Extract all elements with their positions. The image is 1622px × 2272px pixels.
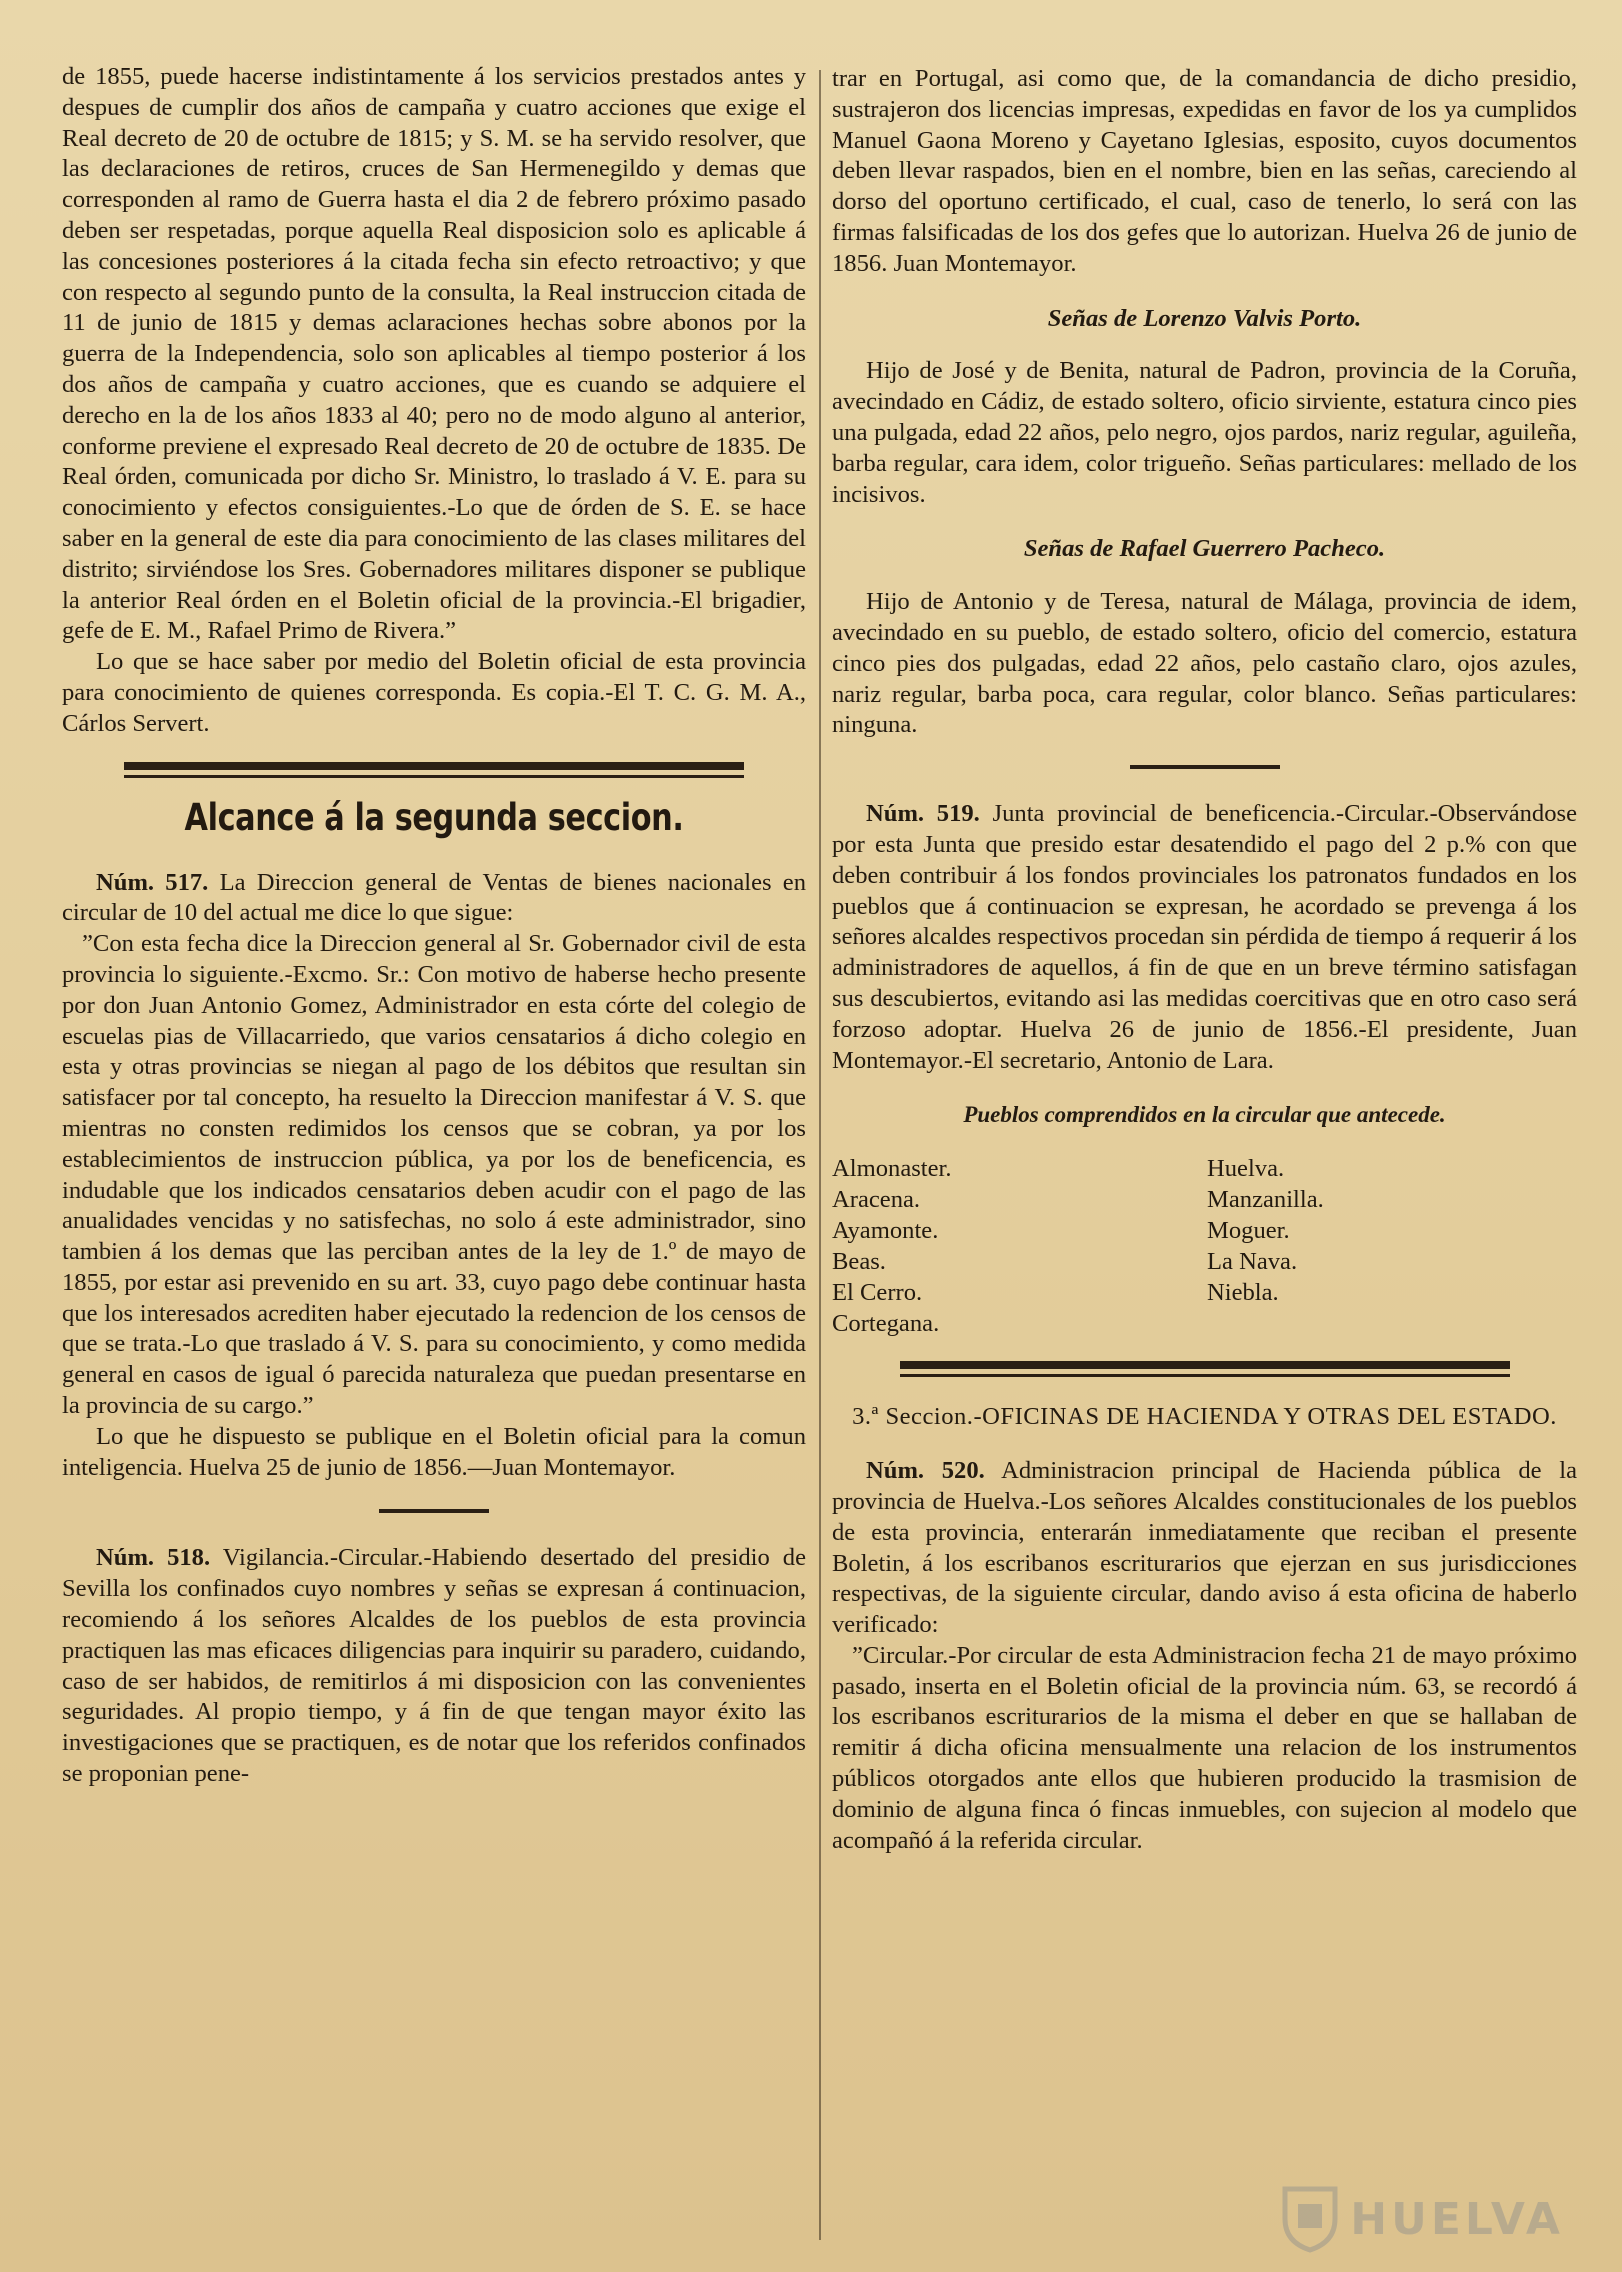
thick-rule [900, 1361, 1510, 1369]
shield-icon [1280, 2184, 1340, 2254]
notice-519 [832, 799, 1577, 1076]
left-column [62, 62, 806, 1790]
intro-paragraph-2: Lo que se hace saber por medio del Boletin oficial de esta provincia para conocimiento de quienes corresponda. Es copia.-El T. C. G. M. A., Cárlos Servert. [62, 648, 806, 737]
section-rule [832, 1361, 1577, 1377]
alcance-heading: Alcance á la segunda seccion. [184, 795, 684, 839]
towns-column-2 [1207, 1153, 1324, 1339]
town-item: Aracena. [832, 1186, 921, 1214]
senas-heading-1: Señas de Lorenzo Valvis Porto. [1047, 304, 1362, 332]
town-item: Ayamonte. [832, 1217, 939, 1245]
town-item: Almonaster. [832, 1155, 952, 1183]
thick-rule [124, 762, 744, 770]
notice-519-text: Junta provincial de beneficencia.-Circular.-Observándose por esta Junta que presido estar desatendido el pago del 2 p.% con que deben contribuir á los fondos provinciales los patronatos fundados en los pueblos que á continuacion se expresan, he acordado se prevenga á los señores alcaldes respectivos procedan sin pérdida de tiempo á requerir á los administradores de aquellos, á fin de que en un breve término satisfagan sus descubiertos, evitando asi las medidas coercitivas que en otro caso será forzoso adoptar. Huelva 26 de junio de 1856.-El presidente, Juan Montemayor.-El secretario, Antonio de Lara. [832, 800, 1577, 1074]
notice-519-number: Núm. 519. [866, 800, 980, 828]
notice-517-text: La Direccion general de Ventas de bienes nacionales en circular de 10 del actual me dice lo que sigue: [62, 868, 806, 927]
watermark-text: HUELVA [1350, 2193, 1564, 2245]
section-3-heading: 3.ª Seccion.-OFICINAS DE HACIENDA Y OTRAS DEL ESTADO. [852, 1403, 1557, 1431]
towns-column-1 [832, 1153, 1207, 1339]
notice-518-text: Vigilancia.-Circular.-Habiendo desertado del presidio de Sevilla los confinados cuyo nombres y señas se expresan á continuacion, recomiendo á los señores Alcaldes de los pueblos de esta provincia practiquen las mas eficaces diligencias para inquirir su paradero, cuidando, caso de ser habidos, de remitirlos á mi disposicion con las convenientes seguridades. Al propio tiempo, y á fin de que tengan mayor éxito las investigaciones que se practiquen, es de notar que los referidos confinados se proponian pene- [62, 1544, 806, 1788]
notice-517 [62, 868, 806, 930]
notice-517-quote: ”Con esta fecha dice la Direccion general al Sr. Gobernador civil de esta provincia lo siguiente.-Excmo. Sr.: Con motivo de haberse hecho presente por don Juan Antonio Gomez, Administrador en esta córte del colegio de escuelas pias de Villacarriedo, que varios censatarios á dicho colegio en esta y otras provincias se niegan al pago de los débitos que resultan sin satisfacer por tal concepto, ha resuelto la Direccion manifestar á V. S. que mientras no consten redimidos los censos que se cobran, ya por los establecimientos de instruccion pública, ya por los de beneficencia, es indudable que los indicados censatarios deben acudir con el pago de las anualidades vencidas y no satisfechas, no solo á este administrador, sino tambien á los demas que las perciban antes de la ley de 1.º de mayo de 1855, por estar asi prevenido en su art. 33, cuyo pago debe continuar hasta que los interesados acrediten haber ejecutado la redencion de los censos de que se trata.-Lo que traslado á V. S. para su conocimiento, y como medida general en casos de igual ó parecida naturaleza que puedan presentarse en la provincia de su cargo.” [62, 930, 806, 1420]
continuation-paragraph: trar en Portugal, asi como que, de la comandancia de dicho presidio, sustrajeron dos licencias impresas, expedidas en favor de los ya cumplidos Manuel Gaona Moreno y Cayetano Iglesias, esposito, cuyos documentos deben llevar raspados, bien en el nombre, bien en las señas, careciendo al dorso del oportuno certificado, el cual, caso de tenerlo, lo será con las firmas falsificadas de los dos gefes que lo autorizan. Huelva 26 de junio de 1856. Juan Montemayor. [832, 65, 1577, 277]
notice-520-text: Administracion principal de Hacienda pública de la provincia de Huelva.-Los señores Alcaldes constitucionales de los pueblos de esta provincia, enterarán inmediatamente que reciban el presente Boletin, á los escribanos escriturarios que ejerzan en sus jurisdicciones respectivas, de la siguiente circular, dando aviso á esta oficina de haberlo verificado: [832, 1457, 1578, 1639]
right-column [832, 64, 1577, 1856]
notice-518-number: Núm. 518. [96, 1544, 211, 1572]
column-divider [819, 70, 821, 2240]
notice-518 [62, 1543, 806, 1789]
watermark-logo [1280, 2184, 1564, 2254]
short-rule [1130, 765, 1280, 769]
town-item: Niebla. [1207, 1279, 1279, 1307]
notice-517-number: Núm. 517. [96, 868, 209, 896]
senas-text-2: Hijo de Antonio y de Teresa, natural de Málaga, provincia de idem, avecindado en su pueblo, de estado soltero, oficio del comercio, estatura cinco pies dos pulgadas, edad 22 años, pelo castaño claro, ojos azules, nariz regular, barba poca, cara regular, color blanco. Señas particulares: ninguna. [832, 588, 1577, 739]
notice-517-closing: Lo que he dispuesto se publique en el Boletin oficial para la comun inteligencia. Huelva 25 de junio de 1856.—Juan Montemayor. [62, 1422, 806, 1481]
town-item: Beas. [832, 1248, 886, 1276]
town-item: El Cerro. [832, 1279, 923, 1307]
intro-paragraph-1: de 1855, puede hacerse indistintamente á los servicios prestados antes y despues de cumplir dos años de campaña y cuatro acciones que exige el Real decreto de 20 de octubre de 1815; y S. M. se ha servido resolver, que las declaraciones de retiros, cruces de San Hermenegildo y demas que corresponden al ramo de Guerra hasta el dia 2 de febrero próximo pasado deben ser respetadas, porque aquella Real disposicion solo es aplicable á las concesiones posteriores á la citada fecha sin efecto retroactivo; y que con respecto al segundo punto de la consulta, la Real instruccion citada de 11 de junio de 1815 y demas aclaraciones hechas sobre abonos por la guerra de la Independencia, solo son aplicables al tiempo posterior á los dos años de campaña y cuatro acciones, que es cuando se adquiere el derecho en la de los años 1833 al 40; pero no de modo alguno al anterior, conforme previene el expresado Real decreto de 20 de octubre de 1835. De Real órden, comunicada por dicho Sr. Ministro, lo traslado á V. E. para su conocimiento y efectos consiguientes.-Lo que de órden de S. E. se hace saber en la general de este dia para conocimiento de las clases militares del distrito; sirviéndose los Sres. Gobernadores militares disponer se publique la anterior Real órden en el Boletin oficial de la provincia.-El brigadier, gefe de E. M., Rafael Primo de Rivera.” [62, 63, 806, 645]
notice-520-number: Núm. 520. [866, 1457, 985, 1485]
town-item: Huelva. [1207, 1155, 1285, 1183]
thin-rule [900, 1374, 1510, 1377]
section-rule [62, 762, 806, 778]
town-item: Manzanilla. [1207, 1186, 1324, 1214]
pueblos-heading: Pueblos comprendidos en la circular que antecede. [963, 1102, 1446, 1128]
towns-list [832, 1153, 1577, 1339]
short-rule [379, 1509, 489, 1513]
thin-rule [124, 775, 744, 778]
notice-520-quote: ”Circular.-Por circular de esta Administracion fecha 21 de mayo próximo pasado, inserta en el Boletin oficial de la provincia núm. 63, se recordó á los escribanos escriturarios de la misma el deber en que se hallaban de remitir á dicha oficina mensualmente una relacion de los instrumentos públicos otorgados ante ellos que hubieren producido la trasmision de dominio de alguna finca ó fincas inmuebles, con sujecion al modelo que acompañó á la referida circular. [832, 1641, 1577, 1854]
senas-text-1: Hijo de José y de Benita, natural de Padron, provincia de la Coruña, avecindado en Cádiz, de estado soltero, oficio sirviente, estatura cinco pies una pulgada, edad 22 años, pelo negro, ojos pardos, nariz regular, aguileña, barba regular, cara idem, color trigueño. Señas particulares: mellado de los incisivos. [832, 357, 1577, 508]
notice-520 [832, 1456, 1577, 1641]
town-item: Cortegana. [832, 1310, 940, 1338]
town-item: Moguer. [1207, 1217, 1290, 1245]
town-item: La Nava. [1207, 1248, 1298, 1276]
senas-heading-2: Señas de Rafael Guerrero Pacheco. [1023, 535, 1386, 563]
